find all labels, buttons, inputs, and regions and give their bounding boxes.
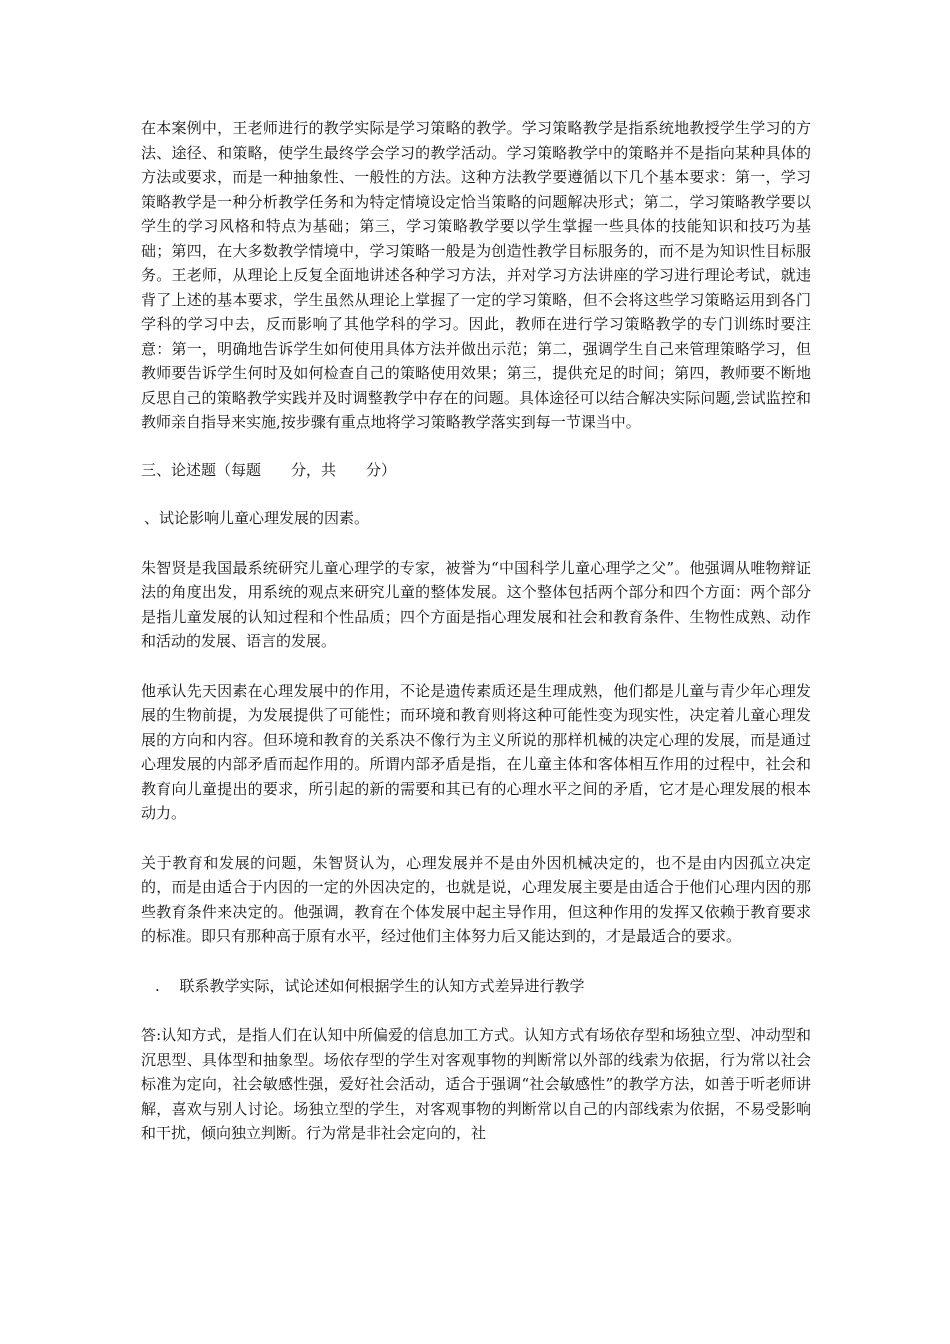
question-1: 、试论影响儿童心理发展的因素。 — [144, 509, 370, 527]
question-2: . 联系教学实际，试论述如何根据学生的认知方式差异进行教学 — [155, 976, 585, 995]
answer-1-paragraph-1: 朱智贤是我国最系统研究儿童心理学的专家，被誉为“中国科学儿童心理学之父”。他强调从唯物辩证法的角度出发，用系统的观点来研究儿童的整体发展。这个整体包括两个部分和四个方面：两个部分是指儿童发展的认知过程和个性品质；四个方面是指心理发展和社会和教育条件、生物性成熟、动作和活动的发展、语言的发展。 — [141, 558, 811, 650]
answer-1-paragraph-3: 关于教育和发展的问题，朱智贤认为，心理发展并不是由外因机械决定的，也不是由内因孤立决定的，而是由适合于内因的一定的外因决定的，也就是说，心理发展主要是由适合于他们心理内因的那些教育条件来决定的。他强调，教育在个体发展中起主导作用，但这种作用的发挥又依赖于教育要求的标准。即只有那种高于原有水平，经过他们主体努力后又能达到的，才是最适合的要求。 — [141, 853, 811, 945]
document-page — [141, 116, 811, 1146]
answer-1-paragraph-2: 他承认先天因素在心理发展中的作用，不论是遗传素质还是生理成熟，他们都是儿童与青少年心理发展的生物前提，为发展提供了可能性；而环境和教育则将这种可能性变为现实性，决定着儿童心理发展的方向和内容。但环境和教育的关系决不像行为主义所说的那样机械的决定心理的发展，而是通过心理发展的内部矛盾而起作用的。所谓内部矛盾是指，在儿童主体和客体相互作用的过程中，社会和教育向儿童提出的要求，所引起的新的需要和其已有的心理水平之间的矛盾，它才是心理发展的根本动力。 — [141, 681, 811, 822]
case-analysis-paragraph: 在本案例中，王老师进行的教学实际是学习策略的教学。学习策略教学是指系统地教授学生学习的方法、途径、和策略，使学生最终学会学习的教学活动。学习策略教学中的策略并不是指向某种具体的方法或要求，而是一种抽象性、一般性的方法。这种方法教学要遵循以下几个基本要求：第一，学习策略教学是一种分析教学任务和为特定情境设定恰当策略的问题解决形式；第二，学习策略教学要以学生的学习风格和特点为基础；第三，学习策略教学要以学生掌握一些具体的技能知识和技巧为基础；第四，在大多数教学情境中，学习策略一般是为创造性教学目标服务的，而不是为知识性目标服务。王老师，从理论上反复全面地讲述各种学习方法，并对学习方法讲座的学习进行理论考试，就违背了上述的基本要求，学生虽然从理论上掌握了一定的学习策略，但不会将这些学习策略运用到各门学科的学习中去，反而影响了其他学科的学习。因此，教师在进行学习策略教学的专门训练时要注意：第一，明确地告诉学生如何使用具体方法并做出示范；第二，强调学生自己来管理策略学习，但教师要告诉学生何时及如何检查自己的策略使用效果；第三，提供充足的时间；第四，教师要不断地反思自己的策略教学实践并及时调整教学中存在的问题。具体途径可以结合解决实际问题,尝试监控和教师亲自指导来实施,按步骤有重点地将学习策略教学落实到每一节课当中。 — [141, 119, 811, 431]
answer-2-paragraph-1: 答:认知方式，是指人们在认知中所偏爱的信息加工方式。认知方式有场依存型和场独立型、冲动型和沉思型、具体型和抽象型。场依存型的学生对客观事物的判断常以外部的线索为依据，行为常以社会标准为定向，社会敏感性强，爱好社会活动，适合于强调“社会敏感性”的教学方法，如善于听老师讲解，喜欢与别人讨论。场独立型的学生，对客观事物的判断常以自己的内部线索为依据，不易受影响和干扰，倾向独立判断。行为常是非社会定向的，社 — [141, 1026, 811, 1142]
section-heading-essay-questions: 三、论述题（每题 分，共 分） — [141, 460, 397, 479]
